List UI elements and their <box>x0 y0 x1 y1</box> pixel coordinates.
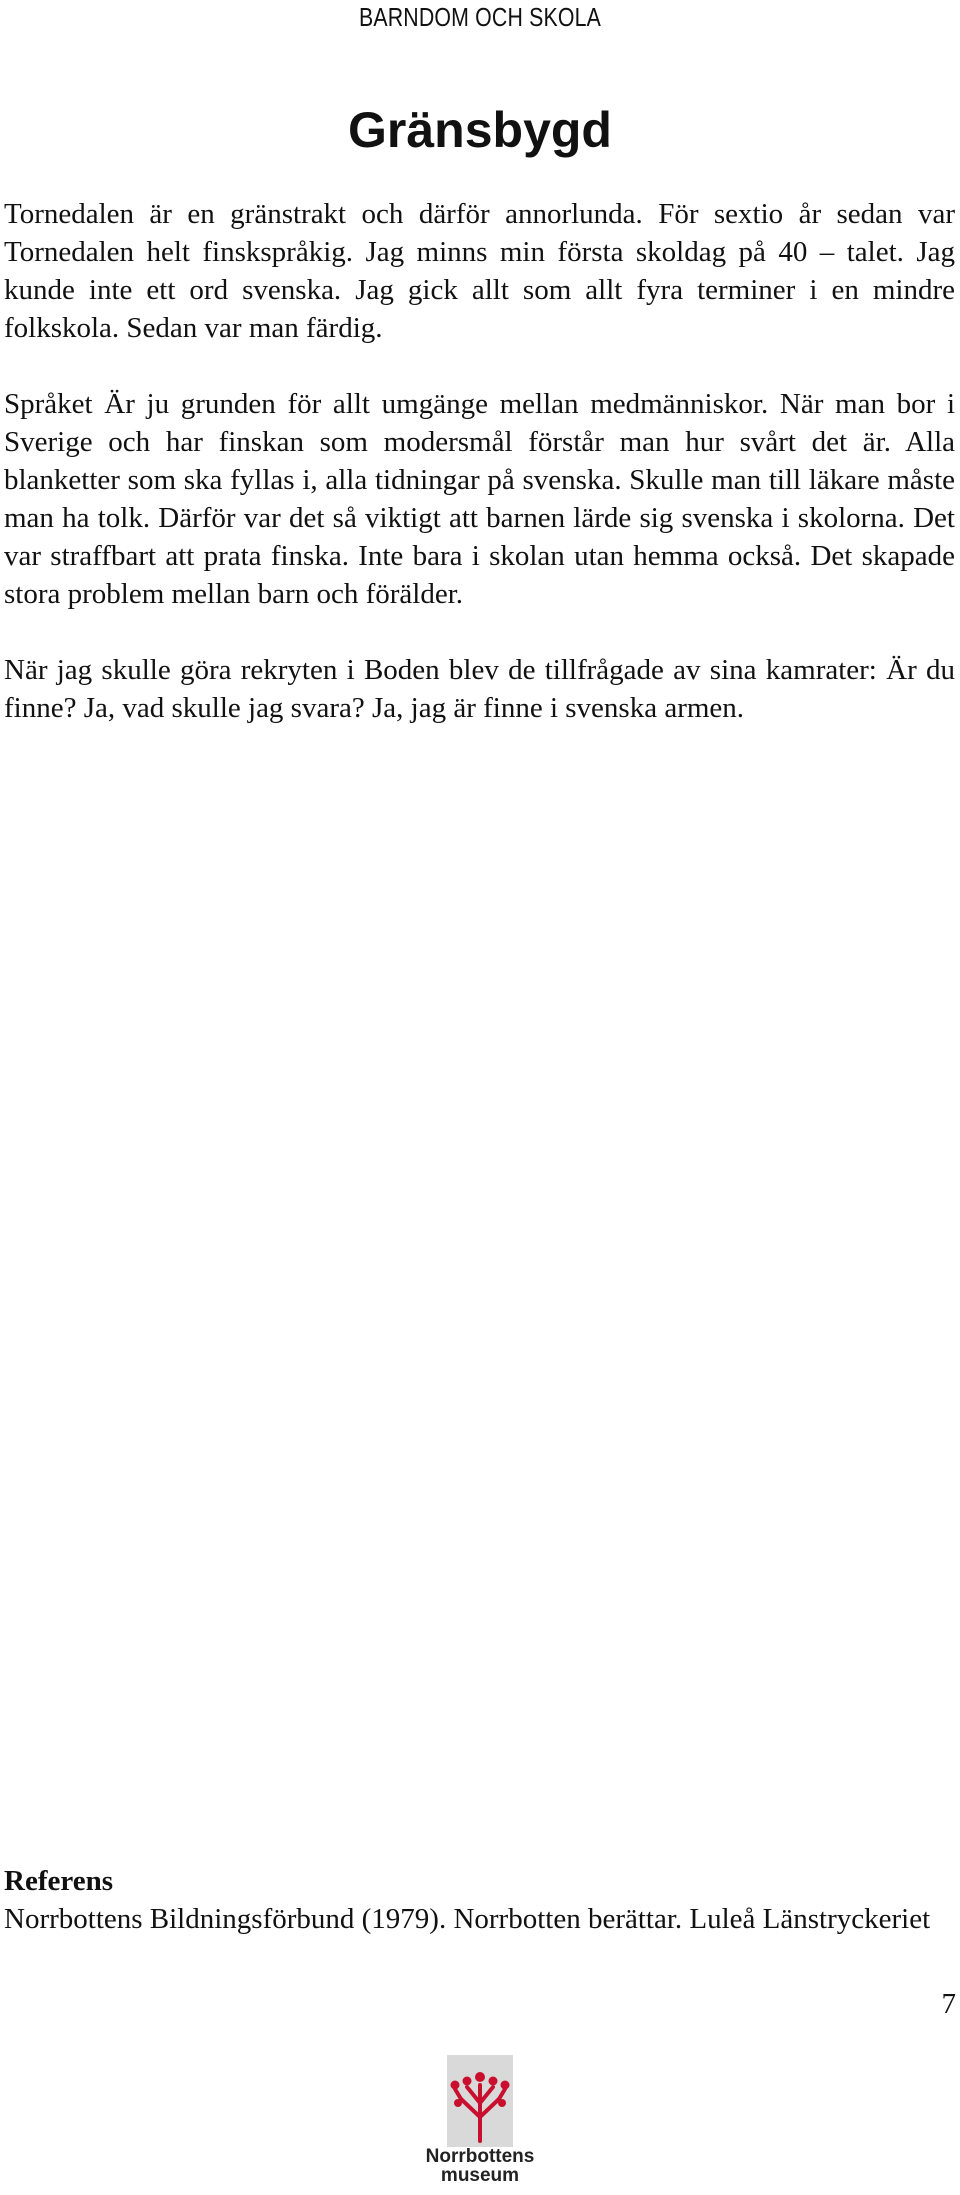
article-body <box>4 195 955 727</box>
references-heading: Referens <box>4 1865 113 1897</box>
reference-entry: Norrbottens Bildningsförbund (1979). Norrbotten berättar. Luleå Länstryckeriet <box>4 1903 931 1935</box>
logo-text-line1: Norrbottens <box>425 2146 535 2167</box>
museum-logo <box>405 2055 555 2195</box>
page-number: 7 <box>941 1988 956 2020</box>
tree-icon <box>447 2055 513 2147</box>
paragraph-2: Språket Är ju grunden för allt umgänge mellan medmänniskor. När man bor i Sverige och har finskan som modersmål förstår man hur svårt det är. Alla blanketter som ska fyllas i, alla tidningar på svenska. Skulle man till läkare måste man ha tolk. Därför var det så viktigt att barnen lärde sig svenska i skolorna. Det var straffbart att prata finska. Inte bara i skolan utan hemma också. Det skapade stora problem mellan barn och förälder. <box>4 388 955 610</box>
paragraph-1: Tornedalen är en gränstrakt och därför annorlunda. För sextio år sedan var Tornedalen helt finskspråkig. Jag minns min första skoldag på 40 – talet. Jag kunde inte ett ord svenska. Jag gick allt som allt fyra terminer i en mindre folkskola. Sedan var man färdig. <box>4 198 955 344</box>
paragraph-3: När jag skulle göra rekryten i Boden blev de tillfrågade av sina kamrater: Är du finne? Ja, vad skulle jag svara? Ja, jag är finne i svenska armen. <box>4 654 955 724</box>
references-section <box>4 1862 955 1938</box>
logo-text-line2: museum <box>440 2165 520 2186</box>
running-header: BARNDOM OCH SKOLA <box>358 2 602 32</box>
page-title: Gränsbygd <box>348 102 612 158</box>
